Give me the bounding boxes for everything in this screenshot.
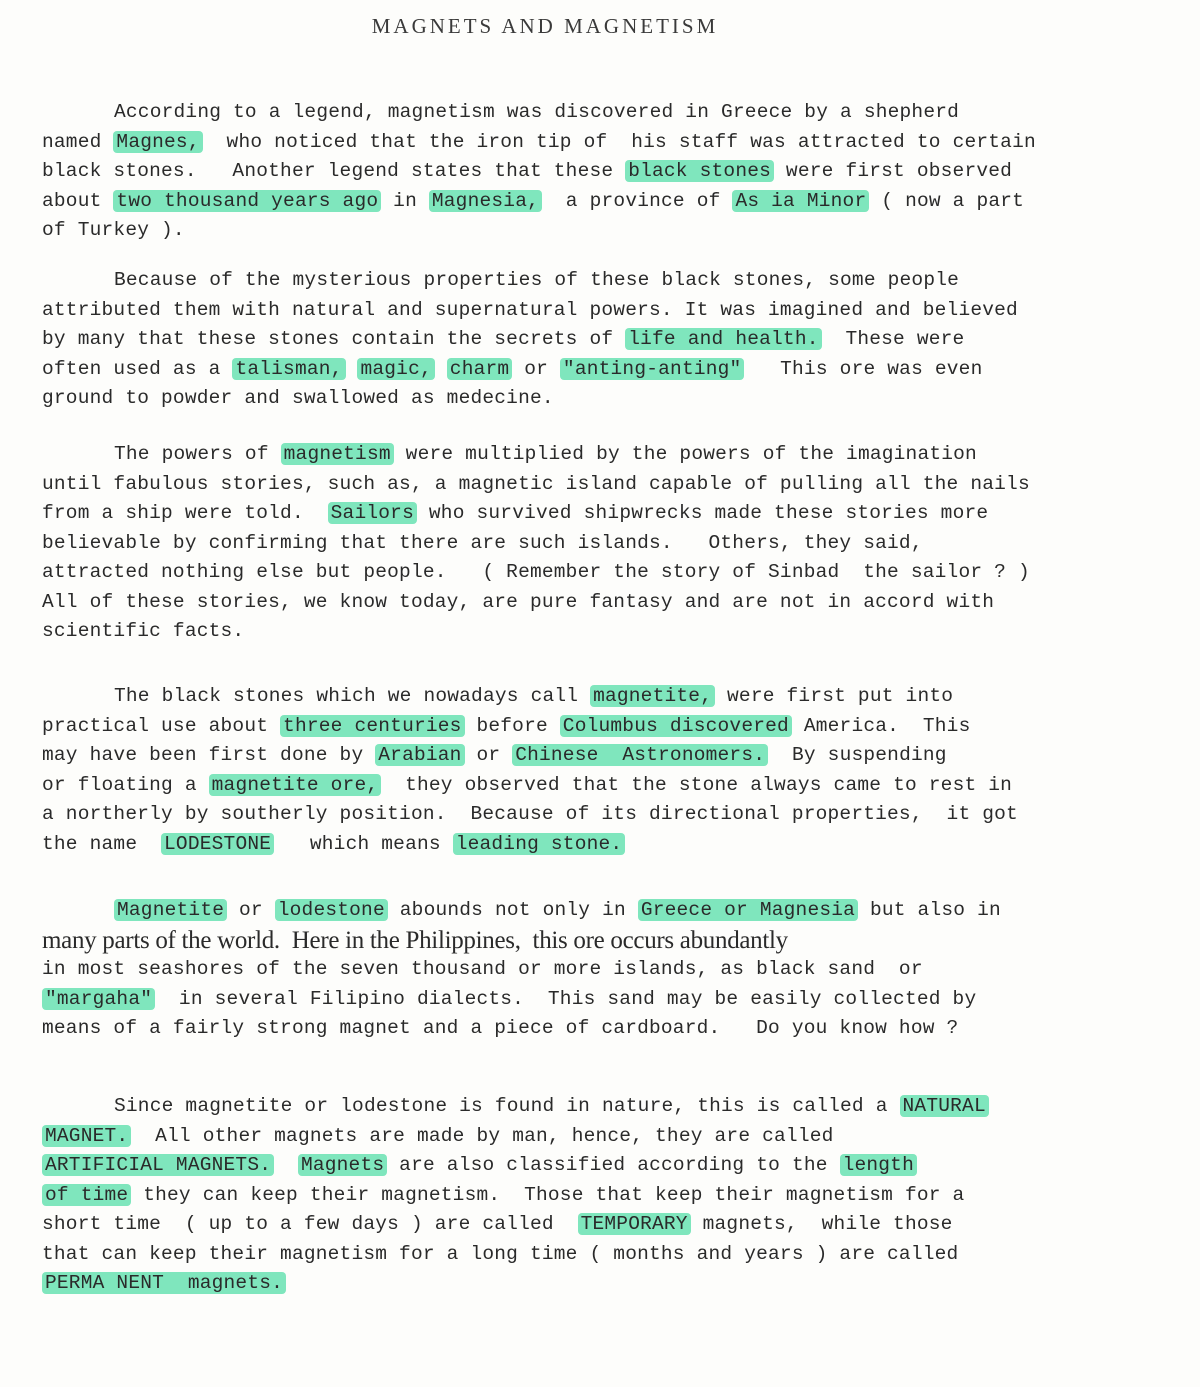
text-run: ( now a part (869, 189, 1025, 212)
text-line (42, 985, 1057, 1015)
text-run: they observed that the stone always came to rest in (381, 773, 1013, 796)
highlighted-phrase: Magnets (298, 1154, 387, 1176)
paragraph-lodestone-history (42, 682, 1057, 859)
highlighted-phrase: Chinese Astronomers. (512, 744, 768, 766)
text-run: magnets, while those (690, 1213, 953, 1235)
text-run: According to a legend, magnetism was discovered in Greece by a shepherd (114, 101, 960, 123)
text-run (346, 358, 358, 380)
text-line (42, 355, 1057, 385)
highlighted-phrase: Arabian (375, 744, 464, 766)
text-line (42, 440, 1057, 470)
highlighted-phrase: black stones (625, 160, 774, 182)
highlighted-phrase: "margaha" (42, 988, 155, 1010)
paragraph-natural-artificial-magnets (42, 1092, 1057, 1299)
text-line (42, 384, 1057, 414)
text-run: These were (821, 328, 965, 350)
text-line (42, 499, 1057, 529)
highlighted-phrase: magnetite ore, (209, 774, 382, 796)
paragraph-origin-legend (42, 98, 1057, 246)
text-line (42, 741, 1057, 771)
text-run: by many that these stones contain the secrets of (42, 328, 626, 350)
text-run: The powers of (114, 443, 281, 465)
highlighted-phrase: LODESTONE (161, 833, 274, 855)
text-run: or (227, 899, 275, 921)
highlighted-phrase: charm (447, 358, 513, 380)
text-run: were first put into (715, 685, 954, 707)
text-run: Since magnetite or lodestone is found in nature, this is called a (114, 1095, 900, 1117)
text-run: or floating a (42, 773, 209, 796)
highlighted-phrase: three centuries (280, 715, 465, 737)
text-run: attracted nothing else but people. ( Remember the story of Sinbad the sailor ? ) (42, 561, 1030, 583)
text-run: practical use about (42, 714, 281, 737)
highlighted-phrase: magic, (357, 358, 434, 380)
text-run: about (42, 189, 114, 212)
text-line (42, 98, 1057, 128)
highlighted-phrase: of time (42, 1184, 131, 1206)
highlighted-phrase: Magnes, (113, 131, 202, 153)
text-line (42, 558, 1057, 588)
text-run: a northerly by southerly position. Because of its directional properties, it got (42, 803, 1018, 825)
text-run: or (464, 744, 513, 766)
text-run: All of these stories, we know today, are pure fantasy and are not in accord with (42, 590, 995, 613)
text-line (42, 800, 1057, 830)
text-run: that can keep their magnetism for a long time ( months and years ) are called (42, 1242, 959, 1265)
text-run: who survived shipwrecks made these stories more (416, 502, 989, 524)
text-line (42, 1151, 1057, 1181)
text-run: from a ship were told. (42, 502, 328, 524)
text-run: of Turkey ). (42, 219, 185, 241)
text-run: This ore was even (744, 357, 983, 380)
highlighted-phrase: Greece or Magnesia (638, 899, 858, 921)
text-run: America. This (791, 714, 971, 737)
text-line (42, 1210, 1057, 1240)
text-run: who noticed that the iron tip of his staff was attracted to certain (202, 130, 1036, 153)
text-line (42, 617, 1057, 647)
text-line (42, 529, 1057, 559)
text-line (42, 955, 1057, 985)
text-run: the name (42, 832, 162, 855)
highlighted-phrase: Columbus discovered (560, 715, 792, 737)
text-run: a province of (542, 189, 733, 212)
document-title: MAGNETS AND MAGNETISM (371, 14, 719, 38)
text-line (42, 1122, 1057, 1152)
text-run: named (42, 130, 114, 153)
text-line (42, 187, 1057, 217)
highlighted-phrase: lodestone (275, 899, 388, 921)
highlighted-phrase: life and health. (625, 328, 821, 350)
text-run: before (464, 714, 560, 737)
text-run: The black stones which we nowadays call (114, 685, 591, 707)
text-run: abounds not only in (387, 899, 638, 921)
highlighted-phrase: NATURAL (900, 1095, 989, 1117)
text-line (42, 712, 1057, 742)
text-run: short time ( up to a few days ) are called (42, 1213, 578, 1235)
text-line (42, 1181, 1057, 1211)
text-run: often used as a (42, 357, 233, 380)
highlighted-phrase: Magnesia, (429, 190, 542, 212)
text-run: they can keep their magnetism. Those that keep their magnetism for a (131, 1183, 965, 1206)
text-line (42, 1014, 1057, 1044)
highlighted-phrase: "anting-anting" (560, 358, 745, 380)
text-line (42, 896, 1057, 926)
text-run: were first observed (774, 160, 1013, 182)
text-run (435, 358, 447, 380)
text-run: Because of the mysterious properties of these black stones, some people (114, 269, 960, 291)
highlighted-phrase: magnetism (281, 443, 394, 465)
text-run: in several Filipino dialects. This sand may be easily collected by (155, 987, 977, 1010)
text-run (274, 1154, 298, 1176)
text-run: or (512, 357, 560, 380)
highlighted-phrase: Sailors (328, 502, 417, 524)
text-run: until fabulous stories, such as, a magnetic island capable of pulling all the nails (42, 472, 1030, 495)
text-line (42, 1269, 1057, 1299)
text-run: many parts of the world. Here in the Philippines, this ore occurs abundantly (42, 926, 788, 954)
text-run: scientific facts. (42, 620, 245, 642)
text-run: but also in (858, 899, 1001, 921)
text-run: means of a fairly strong magnet and a piece of cardboard. Do you know how ? (42, 1017, 959, 1039)
highlighted-phrase: ARTIFICIAL MAGNETS. (42, 1154, 274, 1176)
text-run: believable by confirming that there are such islands. Others, they said, (42, 531, 923, 554)
text-line (42, 1240, 1057, 1270)
text-run: may have been first done by (42, 744, 376, 766)
text-run: ground to powder and swallowed as medecine. (42, 387, 554, 409)
text-run: black stones. Another legend states that these (42, 160, 626, 182)
text-line (42, 830, 1057, 860)
text-run: All other magnets are made by man, hence, they are called (131, 1124, 834, 1147)
highlighted-phrase: Magnetite (114, 899, 227, 921)
paragraph-powers-of-magnetism (42, 440, 1057, 647)
highlighted-phrase: TEMPORARY (578, 1213, 691, 1235)
text-line (42, 926, 1057, 956)
paragraph-mysterious-properties (42, 266, 1057, 414)
highlighted-phrase: talisman, (232, 358, 345, 380)
text-run: are also classified according to the (387, 1154, 840, 1176)
text-line (42, 296, 1057, 326)
highlighted-phrase: MAGNET. (42, 1125, 131, 1147)
text-run: were multiplied by the powers of the imagination (393, 443, 977, 465)
text-line (42, 266, 1057, 296)
text-line (42, 771, 1057, 801)
text-line (42, 682, 1057, 712)
text-run: in most seashores of the seven thousand or more islands, as black sand or (42, 958, 923, 980)
paragraph-philippine-magnetite (42, 896, 1057, 1044)
text-line (42, 470, 1057, 500)
text-run: which means (274, 832, 453, 855)
highlighted-phrase: PERMA NENT magnets. (42, 1272, 286, 1294)
text-run: in (381, 189, 429, 212)
text-line (42, 157, 1057, 187)
text-run: attributed them with natural and supernatural powers. It was imagined and believed (42, 298, 1018, 321)
text-line (42, 1092, 1057, 1122)
text-line (42, 588, 1057, 618)
text-run: By suspending (768, 744, 947, 766)
text-line (42, 325, 1057, 355)
text-line (42, 128, 1057, 158)
highlighted-phrase: As ia Minor (732, 190, 869, 212)
highlighted-phrase: leading stone. (453, 833, 626, 855)
highlighted-phrase: magnetite, (590, 685, 715, 707)
text-line (42, 216, 1057, 246)
highlighted-phrase: length (840, 1154, 917, 1176)
highlighted-phrase: two thousand years ago (113, 190, 381, 212)
